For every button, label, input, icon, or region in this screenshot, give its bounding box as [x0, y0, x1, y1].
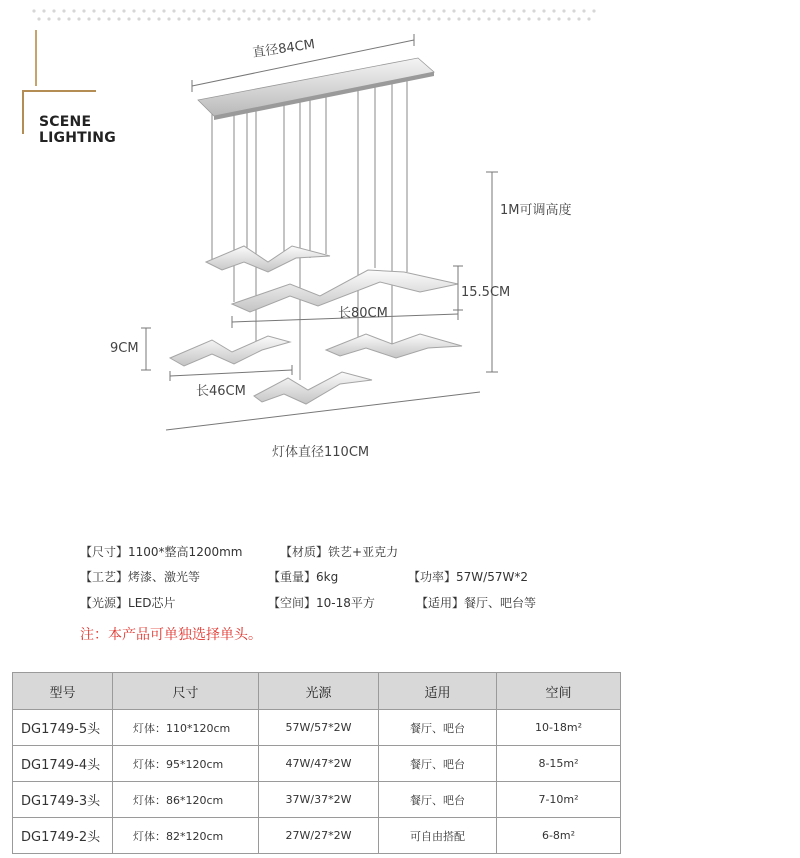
- cell-model: DG1749-4头: [13, 746, 113, 782]
- header-application: 适用: [379, 673, 497, 710]
- cell-application: 餐厅、吧台: [379, 710, 497, 746]
- cell-model: DG1749-5头: [13, 710, 113, 746]
- cell-application: 可自由搭配: [379, 818, 497, 854]
- cell-size: 灯体：95*120cm: [113, 746, 259, 782]
- spec-application: 【适用】餐厅、吧台等: [416, 596, 537, 610]
- model-table: [12, 672, 621, 854]
- table-header-row: [13, 673, 621, 710]
- spec-power: 【功率】57W/57W*2: [408, 570, 528, 584]
- cell-size: 灯体：82*120cm: [113, 818, 259, 854]
- cell-space: 6-8m²: [497, 818, 621, 854]
- cell-size: 灯体：110*120cm: [113, 710, 259, 746]
- cell-space: 10-18m²: [497, 710, 621, 746]
- table-row: [13, 710, 621, 746]
- brand-line-2: LIGHTING: [39, 130, 116, 146]
- table-row: [13, 782, 621, 818]
- cell-application: 餐厅、吧台: [379, 782, 497, 818]
- shade-height-large-label: 15.5CM: [461, 285, 511, 300]
- spec-light-source: 【光源】LED芯片: [80, 596, 176, 610]
- ceiling-canopy: [198, 58, 434, 120]
- header-model: 型号: [13, 673, 113, 710]
- cell-model: DG1749-2头: [13, 818, 113, 854]
- table-row: [13, 818, 621, 854]
- spec-space: 【空间】10-18平方: [268, 596, 375, 610]
- header-light-source: 光源: [259, 673, 379, 710]
- canopy-diameter-label: 直径84CM: [251, 37, 316, 61]
- cell-light-source: 57W/57*2W: [259, 710, 379, 746]
- cell-application: 餐厅、吧台: [379, 746, 497, 782]
- header-space: 空间: [497, 673, 621, 710]
- table-row: [13, 746, 621, 782]
- single-head-note: 注：本产品可单独选择单头。: [80, 627, 262, 643]
- length-dimension-lines: [166, 308, 480, 430]
- cell-space: 8-15m²: [497, 746, 621, 782]
- shade-length-large-label: 长80CM: [338, 306, 388, 321]
- cell-light-source: 37W/37*2W: [259, 782, 379, 818]
- shade-length-small-label: 长46CM: [196, 384, 246, 399]
- adjustable-height-label: 1M可调高度: [500, 203, 572, 218]
- body-diameter-label: 灯体直径110CM: [272, 445, 370, 460]
- cell-light-source: 27W/27*2W: [259, 818, 379, 854]
- spec-material: 【材质】铁艺+亚克力: [280, 545, 399, 559]
- spec-craft: 【工艺】烤漆、激光等: [80, 570, 201, 584]
- shade-height-small-label: 9CM: [110, 341, 139, 356]
- brand-line-1: SCENE: [39, 114, 92, 130]
- spec-weight: 【重量】6kg: [268, 570, 339, 584]
- spec-size: 【尺寸】1100*整高1200mm: [80, 545, 243, 559]
- cell-size: 灯体：86*120cm: [113, 782, 259, 818]
- cell-space: 7-10m²: [497, 782, 621, 818]
- suspension-wires: [212, 74, 407, 380]
- cell-light-source: 47W/47*2W: [259, 746, 379, 782]
- cell-model: DG1749-3头: [13, 782, 113, 818]
- header-size: 尺寸: [113, 673, 259, 710]
